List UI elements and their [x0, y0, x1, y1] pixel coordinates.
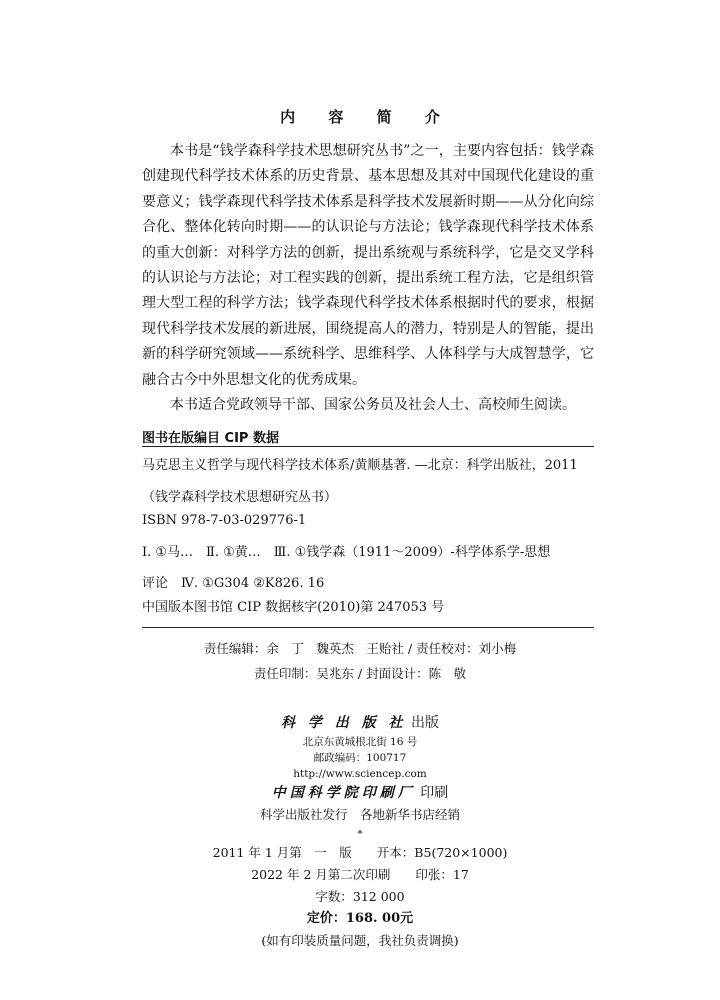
cip-entry: 马克思主义哲学与现代科学技术体系/黄顺基著. —北京：科学出版社，2011 — [142, 458, 578, 473]
cip-series: （钱学森科学技术思想研究丛书） — [142, 489, 338, 505]
publish-label: 出版 — [410, 715, 439, 731]
intro-paragraph: 本书适合党政领导干部、国家公务员及社会人士、高校师生阅读。 — [170, 397, 576, 414]
print-label: 印刷 — [420, 785, 449, 801]
price: 定价：168. 00元 — [306, 911, 414, 926]
printing-line: 2022 年 2 月第二次印刷 印张：17 — [251, 867, 469, 882]
publisher-logo: 科 学 出 版 社 — [281, 715, 407, 731]
cip-subject-line: Ⅰ. ①马… Ⅱ. ①黄… Ⅲ. ①钱学森（1911～2009）-科学体系学-思想 — [142, 544, 551, 560]
cip-isbn: ISBN 978-7-03-029776-1 — [142, 513, 307, 528]
cip-record-number: 中国版本图书馆 CIP 数据核字(2010)第 247053 号 — [142, 599, 445, 615]
publisher-postcode: 邮政编码：100717 — [313, 752, 407, 764]
publisher-website: http://www.sciencep.com — [293, 768, 427, 780]
cip-title: 图书在版编目 CIP 数据 — [142, 431, 279, 446]
edition-line: 2011 年 1 月第 一 版 开本：B5(720×1000) — [212, 845, 508, 860]
cip-block — [142, 454, 594, 619]
cip-bottom-rule — [142, 627, 594, 628]
intro-paragraph: 本书是“钱学森科学技术思想研究丛书”之一，主要内容包括：钱学森创建现代科学技术体系的历史背景、基本思想及其对中国现代化建设的重要意义；钱学森现代科学技术体系是科学技术发展新时期——从分化向综合化、整体化转向时期——的认识论与方法论；钱学森现代科学技术体系的重大创新：对科学方法的创新，提出系统观与系统科学，它是交叉学科的认识论与方法论；对工程实践的创新，提出系统工程方法，它是组织管理大型工程的科学方法；钱学森现代科学技术体系根据时代的要求，根据现代科学技术发展的新进展，围绕提高人的潜力，特别是人的智能，提出新的科学研究领域——系统科学、思维科学、人体科学与大成智慧学，它融合古今中外思想文化的优秀成果。 — [142, 143, 594, 388]
separator-star: * — [357, 828, 363, 840]
word-count: 字数：312 000 — [315, 889, 405, 904]
publisher-line — [0, 712, 720, 734]
editors-line: 责任编辑：余 丁 魏英杰 王贻社 / 责任校对：刘小梅 — [203, 641, 517, 656]
editors-block — [0, 636, 720, 686]
publisher-block — [0, 712, 720, 952]
publisher-address: 北京东黄城根北街 16 号 — [302, 736, 418, 748]
editors-line: 责任印制：吴兆东 / 封面设计：陈 敬 — [253, 666, 467, 681]
printer-logo: 中国科学院印刷厂 — [271, 785, 416, 801]
intro-heading: 内 容 简 介 — [280, 108, 454, 126]
printer-line — [0, 782, 720, 804]
quality-note: (如有印装质量问题，我社负责调换) — [261, 933, 459, 948]
cip-subject-line: 评论 Ⅳ. ①G304 ②K826. 16 — [142, 576, 325, 591]
distribution-line: 科学出版社发行 各地新华书店经销 — [259, 807, 460, 822]
intro-text — [142, 139, 594, 418]
cip-top-rule — [142, 446, 594, 447]
